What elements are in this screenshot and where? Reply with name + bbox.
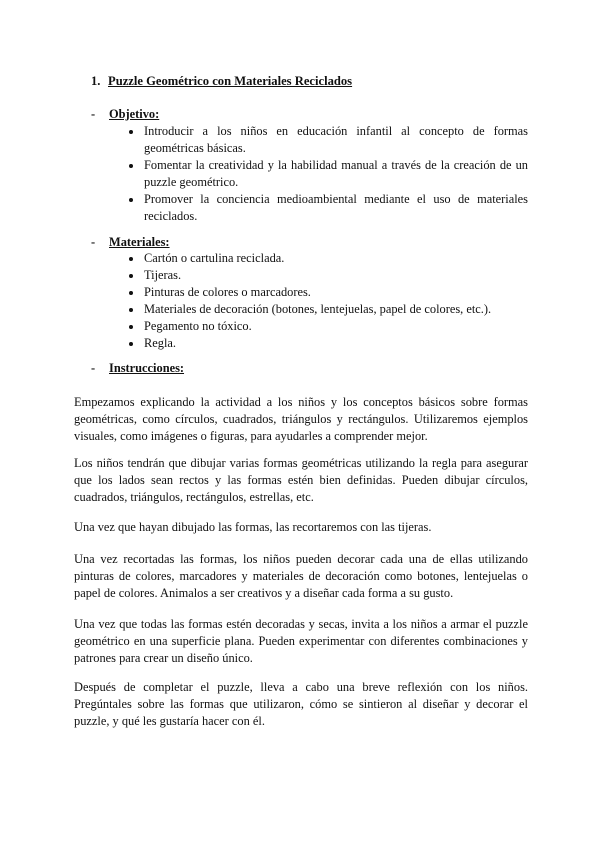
section-heading-objetivo (91, 106, 159, 123)
list-item: Promover la conciencia medioambiental mediante el uso de materiales reciclados. (126, 191, 528, 225)
objetivo-list (126, 123, 528, 225)
list-item: Fomentar la creatividad y la habilidad manual a través de la creación de un puzzle geométrico. (126, 157, 528, 191)
list-item: Pegamento no tóxico. (126, 318, 528, 335)
materiales-list (126, 250, 528, 352)
list-item: Regla. (126, 335, 528, 352)
section-label: Instrucciones: (109, 361, 185, 375)
instruction-paragraph-5: Una vez que todas las formas estén decoradas y secas, invita a los niños a armar el puzzle geométrico en una superficie plana. Pueden experimentar con diferentes combinaciones y patrones para crear un diseño único. (74, 617, 528, 665)
section-label: Objetivo: (109, 107, 160, 121)
section-heading-materiales (91, 234, 170, 251)
title-text: Puzzle Geométrico con Materiales Reciclados (108, 74, 353, 88)
section-heading-instrucciones (91, 360, 184, 377)
section-dash: - (91, 361, 96, 375)
list-item: Cartón o cartulina reciclada. (126, 250, 528, 267)
section-dash: - (91, 235, 96, 249)
instruction-paragraph-4: Una vez recortadas las formas, los niños pueden decorar cada una de ellas utilizando pinturas de colores, marcadores y materiales de decoración como botones, lentejuelas o papel de colores. Animalos a ser creativos y a diseñar cada forma a su gusto. (74, 552, 528, 600)
instruction-paragraph-6: Después de completar el puzzle, lleva a cabo una breve reflexión con los niños. Pregúntales sobre las formas que utilizaron, cómo se sintieron al diseñar y decorar el puzzle, y qué les gustaría hacer con él. (74, 680, 528, 728)
list-item: Introducir a los niños en educación infantil al concepto de formas geométricas básicas. (126, 123, 528, 157)
list-item: Pinturas de colores o marcadores. (126, 284, 528, 301)
list-item: Tijeras. (126, 267, 528, 284)
instruction-paragraph-1: Empezamos explicando la actividad a los niños y los conceptos básicos sobre formas geométricas, como círculos, cuadrados, triángulos y rectángulos. Utilizaremos ejemplos visuales, como imágenes o figuras, para ayudarles a comprender mejor. (74, 395, 528, 443)
title-number: 1. (91, 74, 101, 88)
section-dash: - (91, 107, 96, 121)
section-label: Materiales: (109, 235, 170, 249)
list-item: Materiales de decoración (botones, lentejuelas, papel de colores, etc.). (126, 301, 528, 318)
activity-title (91, 73, 352, 90)
instruction-paragraph-2: Los niños tendrán que dibujar varias formas geométricas utilizando la regla para asegurar que los lados sean rectos y las formas estén bien definidas. Pueden dibujar círculos, cuadrados, triángulos, rectángulos, estrellas, etc. (74, 456, 528, 504)
instruction-paragraph-3: Una vez que hayan dibujado las formas, las recortaremos con las tijeras. (74, 520, 432, 534)
